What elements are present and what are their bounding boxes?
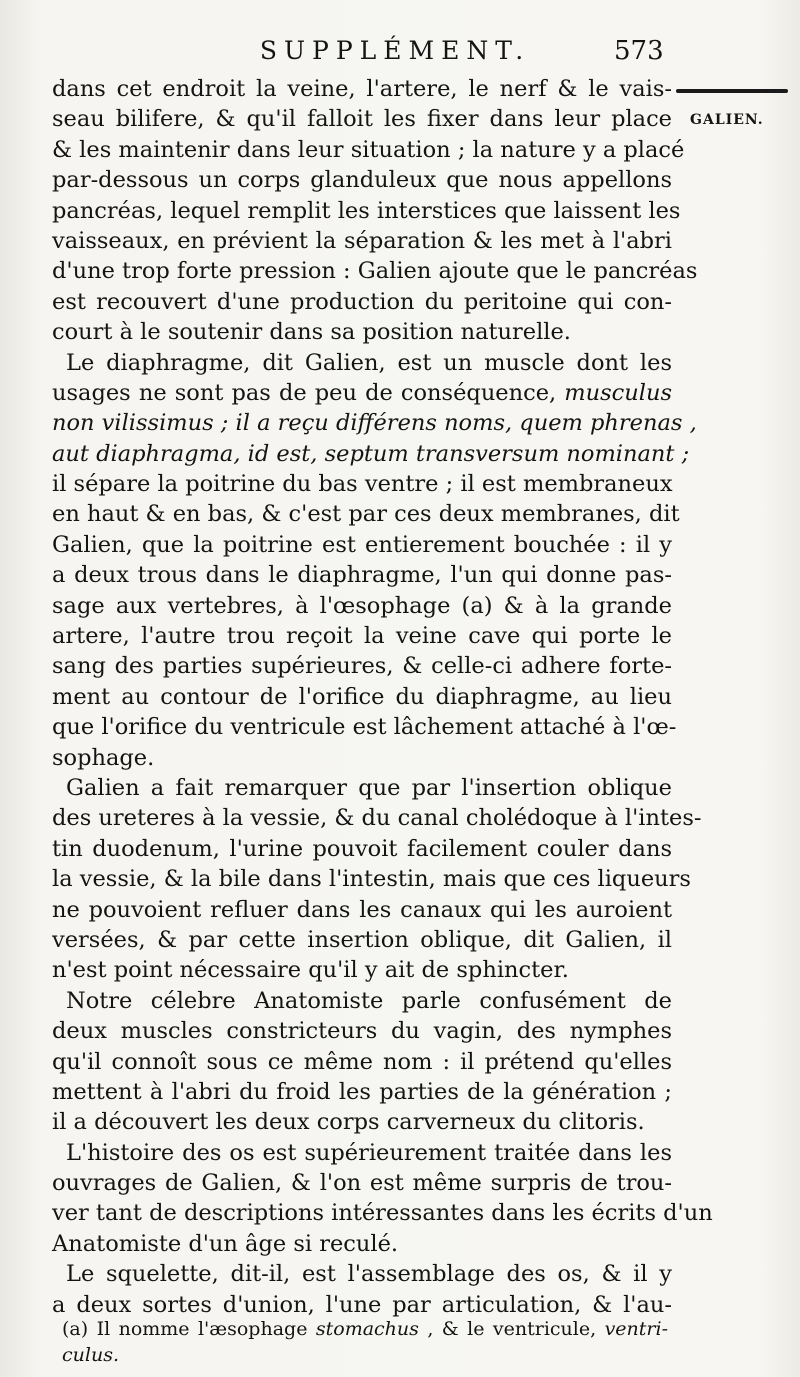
text-line — [52, 378, 672, 408]
latin-term: ventri- — [604, 1318, 669, 1340]
text-line: en haut & en bas, & c'est par ces deux membranes, dit — [52, 501, 680, 528]
text-line: versées, & par cette insertion oblique, dit Galien, il — [52, 926, 672, 953]
text-line: artere, l'autre trou reçoit la veine cave qui porte le — [52, 623, 672, 650]
footnote-text: (a) Il nomme l'æsophage — [62, 1318, 316, 1340]
text-line: la vessie, & la bile dans l'intestin, mais que ces liqueurs — [52, 866, 691, 893]
text-line: Anatomiste d'un âge si reculé. — [52, 1230, 399, 1257]
latin-term: non vilissimus ; il a reçu différens noms, — [52, 410, 520, 437]
margin-note: GALIEN. — [690, 112, 764, 128]
footnote-text: , & le ventricule, — [418, 1318, 605, 1340]
text-line: a deux trous dans le diaphragme, l'un qui donne pas- — [52, 562, 672, 589]
latin-term: musculus — [564, 379, 672, 406]
text-line: tin duodenum, l'urine pouvoit facilement couler dans — [52, 835, 672, 862]
text-line: par-dessous un corps glanduleux que nous appellons — [52, 167, 672, 194]
text-line: deux muscles constricteurs du vagin, des nymphes — [52, 1018, 672, 1045]
text-line — [52, 439, 690, 469]
latin-term: aut diaphragma, id est, septum transversum nominant ; — [52, 440, 690, 467]
text-line: Le diaphragme, dit Galien, est un muscle dont les — [66, 349, 672, 376]
body-text — [52, 74, 713, 1320]
footnote-line — [62, 1342, 668, 1368]
text-line: Galien, que la poitrine est entierement bouchée : il y — [52, 531, 672, 558]
text-line: court à le soutenir dans sa position naturelle. — [52, 319, 571, 346]
text-line: seau bilifere, & qu'il falloit les fixer dans leur place — [52, 106, 672, 133]
text-line: & les maintenir dans leur situation ; la nature y a placé — [52, 136, 685, 163]
text-line: il a découvert les deux corps carverneux du clitoris. — [52, 1109, 645, 1136]
text-line: sage aux vertebres, à l'œsophage (a) & à la grande — [52, 592, 672, 619]
latin-term: stomachus — [315, 1318, 419, 1340]
text-line: d'une trop forte pression : Galien ajoute que le pancréas — [52, 258, 698, 285]
latin-term: quem phrenas , — [519, 410, 697, 437]
running-title: SUPPLÉMENT. — [259, 36, 531, 65]
text-line: ouvrages de Galien, & l'on est même surpris de trou- — [52, 1170, 672, 1197]
text-line: L'histoire des os est supérieurement traitée dans les — [66, 1139, 672, 1166]
text-line: dans cet endroit la veine, l'artere, le nerf & le vais- — [52, 76, 672, 102]
footnote — [62, 1316, 668, 1368]
text-line: sang des parties supérieures, & celle-ci adhere forte- — [52, 653, 672, 680]
text-line: des ureteres à la vessie, & du canal cholédoque à l'intes- — [52, 805, 702, 832]
text-line: est recouvert d'une production du peritoine qui con- — [52, 288, 672, 315]
text-fragment: usages ne sont pas de peu de conséquence, — [52, 379, 565, 406]
latin-term: culus. — [62, 1344, 119, 1366]
text-line — [52, 408, 697, 438]
text-line: pancréas, lequel remplit les interstices que laissent les — [52, 197, 681, 224]
text-line: Galien a fait remarquer que par l'insertion oblique — [66, 774, 672, 801]
text-line: sophage. — [52, 744, 155, 771]
text-line: vaisseaux, en prévient la séparation & les met à l'abri — [52, 227, 672, 254]
text-line: mettent à l'abri du froid les parties de la génération ; — [52, 1078, 672, 1105]
text-line: a deux sortes d'union, l'une par articulation, & l'au- — [52, 1291, 672, 1318]
text-line: que l'orifice du ventricule est lâchement attaché à l'œ- — [52, 714, 677, 741]
text-line: ment au contour de l'orifice du diaphragme, au lieu — [52, 683, 672, 710]
text-line: n'est point nécessaire qu'il y ait de sphincter. — [52, 957, 569, 984]
text-line: Le squelette, dit-il, est l'assemblage des os, & il y — [66, 1261, 672, 1288]
text-line: il sépare la poitrine du bas ventre ; il est membraneux — [52, 471, 673, 498]
text-line: ver tant de descriptions intéressantes dans les écrits d'un — [52, 1200, 713, 1227]
page-number: 573 — [614, 36, 664, 66]
margin-rule — [676, 89, 788, 93]
text-line: Notre célebre Anatomiste parle confusément de — [66, 987, 672, 1014]
footnote-line — [62, 1316, 668, 1342]
text-line: ne pouvoient refluer dans les canaux qui les auroient — [52, 896, 672, 923]
text-line: qu'il connoît sous ce même nom : il prétend qu'elles — [52, 1048, 672, 1075]
